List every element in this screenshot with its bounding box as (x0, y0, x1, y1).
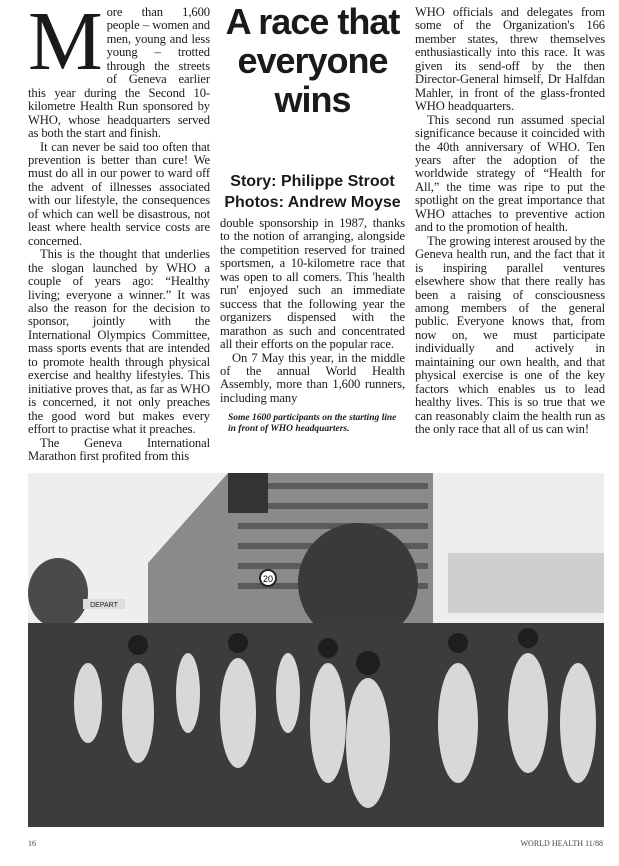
paragraph: On 7 May this year, in the middle of the annual World Health Assembly, more than 1,600 runners, including many (220, 350, 405, 405)
paragraph: double sponsorship in 1987, thanks to the notion of arranging, alongside the competition reserved for trained sportsmen, a 10-kilometre race that was open to all comers. This 'health run' enjoyed such an immediate success that the following year the organizers dispensed with the marathon as such and concentrated all their efforts on the popular race. (220, 216, 405, 352)
article-column-right (415, 6, 605, 437)
paragraph (28, 0, 210, 141)
photo-caption: Some 1600 participants on the starting line in front of WHO headquarters. (228, 413, 397, 435)
headline: A race that everyone wins (225, 1, 400, 120)
paragraph-text: ore than 1,600 people – women and men, young and less young – trotted through the streets of Geneva earlier this year during the Second 10-kilometre Health Run sponsored by WHO, whose headquarters served as both the start and finish. (28, 5, 210, 141)
paragraph: WHO officials and delegates from some of the Organization's 166 member states, threw themselves enthusiastically into this race. It was given its send-off by the then Director-General himself, Dr Halfdan Mahler, in front of the glass-fronted WHO headquarters. (415, 5, 605, 114)
race-photo-illustration (28, 473, 604, 827)
race-photo (28, 473, 604, 827)
publication-info: WORLD HEALTH 11/88 (520, 839, 603, 849)
side-building (448, 553, 604, 613)
start-banner-text: DEPART (90, 602, 118, 610)
paragraph: The Geneva International Marathon first profited from this (28, 435, 210, 463)
tree (28, 558, 88, 628)
byline-story: Story: Philippe Stroot (230, 173, 395, 190)
paragraph: The growing interest aroused by the Geneva health run, and the fact that it is inspiring parallel ventures elsewhere show that there really has been a raising of consciousness among members of the general public. Everyone knows that, from now on, we must participate individually and actively in maintaining our own health, and that physical exercise is one of the key factors which enables us to lead healthy lives. This is so true that we can reasonably claim the health run as the only race that all of us can win! (415, 233, 606, 437)
paragraph: It can never be said too often that prevention is better than cure! We must do all in our power to ward off the advent of illnesses associated with our lifestyle, the consequences of which can well be disastrous, not least where health service costs are concerned. (28, 139, 210, 248)
paragraph: This is the thought that underlies the slogan launched by WHO a couple of years ago: “Healthy living; everyone a winner.” It was also the reason for the decision to sponsor, jointly with the International Olympics Committee, mass sports events that are intended to promote health through physical exercise and healthy lifestyles. This initiative proves that, as far as WHO is concerned, it not only preaches the good word but makes every effort to practise what it preaches. (28, 247, 210, 437)
page-number: 16 (28, 839, 36, 849)
byline-photos: Photos: Andrew Moyse (224, 194, 401, 211)
article-column-left (28, 0, 210, 463)
paragraph: This second run assumed special significance because it coincided with the 40th anniversary of WHO. Ten years after the adoption of the worldwide strategy of “Health for All,” the time was ripe to put the spotlight on the great importance that WHO attaches to preventive action and to the promotion of health. (415, 112, 605, 235)
article-middle-area (220, 1, 405, 435)
article-column-middle (220, 217, 405, 405)
speed-sign-text: 20 (262, 574, 274, 585)
byline (220, 171, 405, 213)
page-footer (28, 839, 603, 848)
drop-cap: M (28, 0, 103, 88)
